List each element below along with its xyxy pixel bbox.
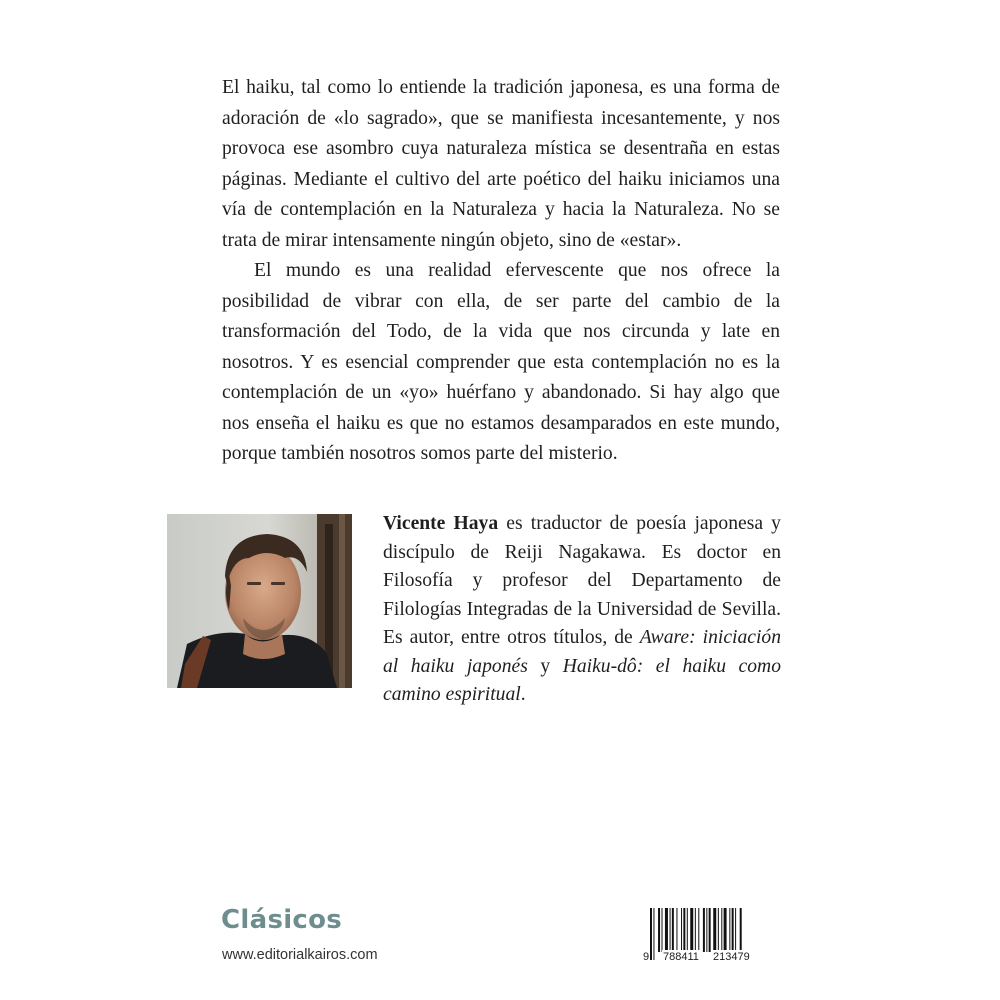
- publisher-website: www.editorialkairos.com: [222, 947, 378, 963]
- author-photo: [167, 514, 352, 688]
- author-bio: [383, 510, 781, 710]
- barcode-first-digit: 9: [643, 951, 650, 963]
- author-bio-text-2: y: [527, 655, 563, 677]
- author-name: Vicente Haya: [383, 513, 499, 534]
- barcode-digits: [643, 950, 768, 966]
- author-bio-paragraph: [383, 510, 781, 710]
- blurb-paragraph-2: El mundo es una realidad efervescente que nos ofrece la posibilidad de vibrar con ella, de ser parte del cambio de la transformación del Todo, de la vida que nos circunda y late en nosotros. Y es esencial comprender que esta contemplación no es la contemplación de un «yo» huérfano y abandonado. Si hay algo que nos enseña el haiku es que no estamos desamparados en este mundo, porque también nosotros somos parte del misterio.: [222, 260, 780, 464]
- book-title-aware: Aware: iniciación al haiku japonés: [383, 627, 781, 677]
- author-bio-text-1: es traductor de poesía japonesa y discípulo de Reiji Nagakawa. Es doctor en Filosofía y profesor del Departamento de Filologías Integradas de la Universidad de Sevilla. Es autor, entre otros títulos, de: [383, 513, 781, 648]
- blurb-text: [222, 73, 780, 470]
- series-label: Clásicos: [221, 905, 343, 935]
- isbn-barcode: [643, 908, 768, 966]
- barcode-left-group: 788411: [663, 951, 699, 963]
- barcode-right-group: 213479: [713, 951, 750, 963]
- author-bio-text-3: .: [520, 684, 526, 705]
- blurb-paragraph-1: El haiku, tal como lo entiende la tradición japonesa, es una forma de adoración de «lo sagrado», que se manifiesta incesantemente, y nos provoca ese asombro cuya naturaleza mística se desentraña en estas páginas. Mediante el cultivo del arte poético del haiku iniciamos una vía de contemplación en la Naturaleza y hacia la Naturaleza. No se trata de mirar intensamente ningún objeto, sino de «estar».: [222, 77, 780, 251]
- book-title-haiku-do: Haiku-dô: el haiku como camino espiritual: [383, 655, 781, 705]
